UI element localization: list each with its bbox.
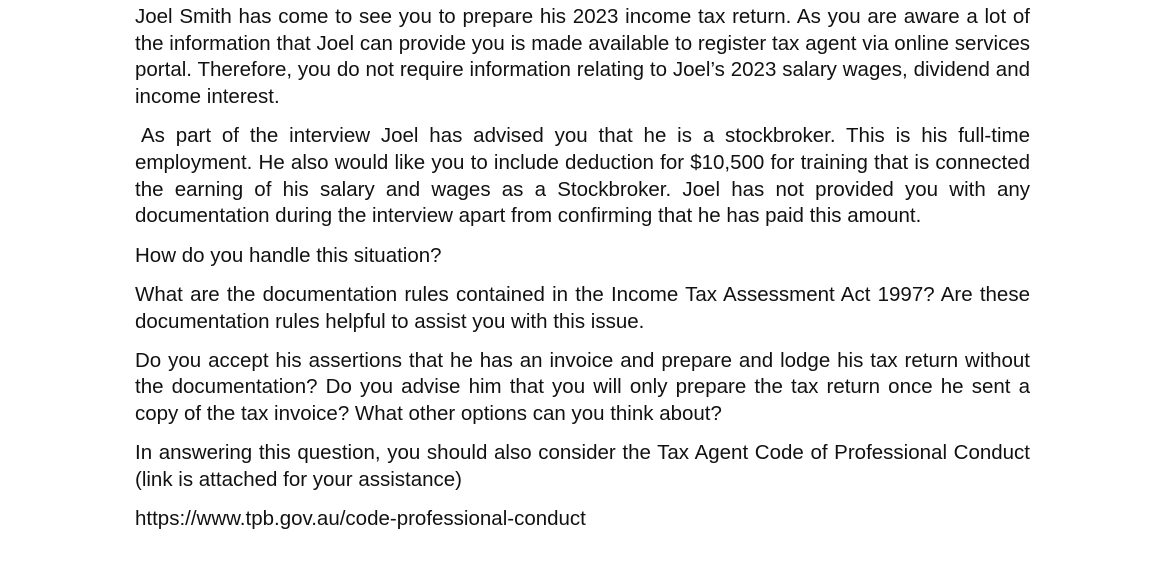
paragraph-intro: Joel Smith has come to see you to prepare his 2023 income tax return. As you are aware a lot of the information that Joel can provide you is made available to register tax agent via online services portal. Therefore, you do not require information relating to Joel’s 2023 salary wages, dividend and income interest. xyxy=(135,5,1030,109)
question-documentation-rules: What are the documentation rules contained in the Income Tax Assessment Act 1997? Are these documentation rules helpful to assist you with this issue. xyxy=(135,282,1030,333)
question-handle-situation: How do you handle this situation? xyxy=(135,243,442,267)
document-body xyxy=(135,4,1030,533)
paragraph-interview: As part of the interview Joel has advised you that he is a stockbroker. This is his full-time employment. He also would like you to include deduction for $10,500 for training that is connected the earning of his salary and wages as a Stockbroker. Joel has not provided you with any documentation during the interview apart from confirming that he has paid this amount. xyxy=(135,124,1030,228)
question-accept-assertions: Do you accept his assertions that he has an invoice and prepare and lodge his tax return without the documentation? Do you advise him that you will only prepare the tax return once he sent a copy of the tax invoice? What other options can you think about? xyxy=(135,348,1030,426)
paragraph-code-of-conduct: In answering this question, you should also consider the Tax Agent Code of Professional Conduct (link is attached for your assistance) xyxy=(135,441,1030,492)
code-of-conduct-url: https://www.tpb.gov.au/code-professional-conduct xyxy=(135,507,586,531)
